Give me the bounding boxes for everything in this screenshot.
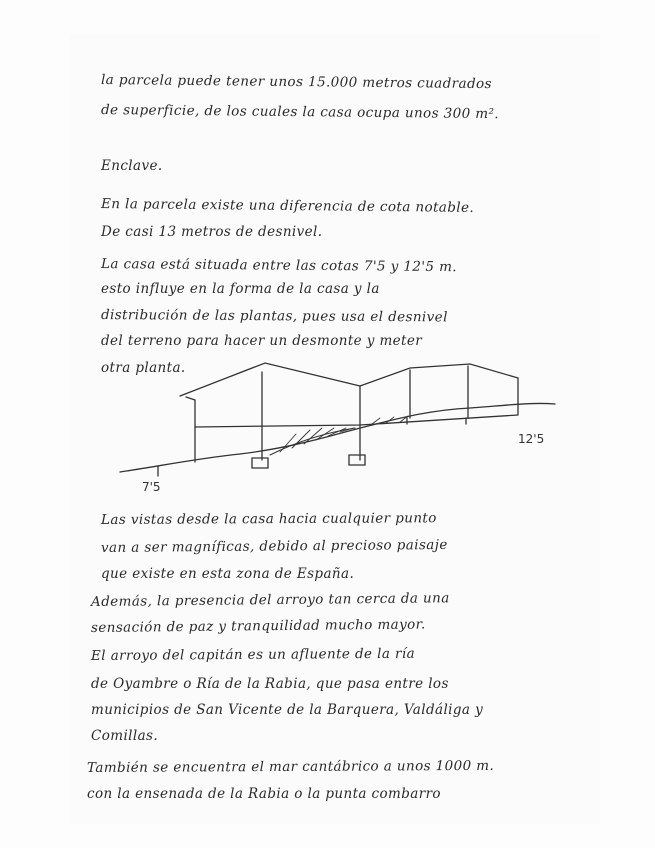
text-line: de Oyambre o Ría de la Rabia, que pasa entre los <box>91 676 449 692</box>
elevation-label-high: 12'5 <box>518 432 545 446</box>
text-line: con la ensenada de la Rabia o la punta combarro <box>87 786 441 802</box>
text-line: En la parcela existe una diferencia de cota notable. <box>100 196 475 216</box>
text-line: de superficie, de los cuales la casa ocupa unos 300 m². <box>100 102 500 123</box>
text-line: El arroyo del capitán es un afluente de la ría <box>90 645 416 664</box>
section-heading: Enclave. <box>101 158 163 174</box>
text-line: esto influye en la forma de la casa y la <box>101 281 380 297</box>
elevation-label-low: 7'5 <box>142 480 161 494</box>
text-line: Además, la presencia del arroyo tan cerca da una <box>90 590 450 610</box>
text-line: municipios de San Vicente de la Barquera, Valdáliga y <box>91 702 484 718</box>
text-line: distribución de las plantas, pues usa el desnivel <box>100 307 448 326</box>
text-line: la parcela puede tener unos 15.000 metros cuadrados <box>100 72 492 93</box>
text-line: del terreno para hacer un desmonte y meter <box>101 333 423 349</box>
text-line: La casa está situada entre las cotas 7'5 y 12'5 m. <box>100 256 458 276</box>
text-line: que existe en esta zona de España. <box>101 566 355 582</box>
text-line: van a ser magníficas, debido al precioso paisaje <box>100 536 448 556</box>
text-line: De casi 13 metros de desnivel. <box>101 224 323 240</box>
text-line: otra planta. <box>101 360 186 376</box>
text-line: sensación de paz y tranquilidad mucho mayor. <box>90 616 426 636</box>
text-line: Comillas. <box>91 728 159 744</box>
text-line: También se encuentra el mar cantábrico a unos 1000 m. <box>86 757 495 776</box>
text-line: Las vistas desde la casa hacia cualquier punto <box>100 510 437 528</box>
